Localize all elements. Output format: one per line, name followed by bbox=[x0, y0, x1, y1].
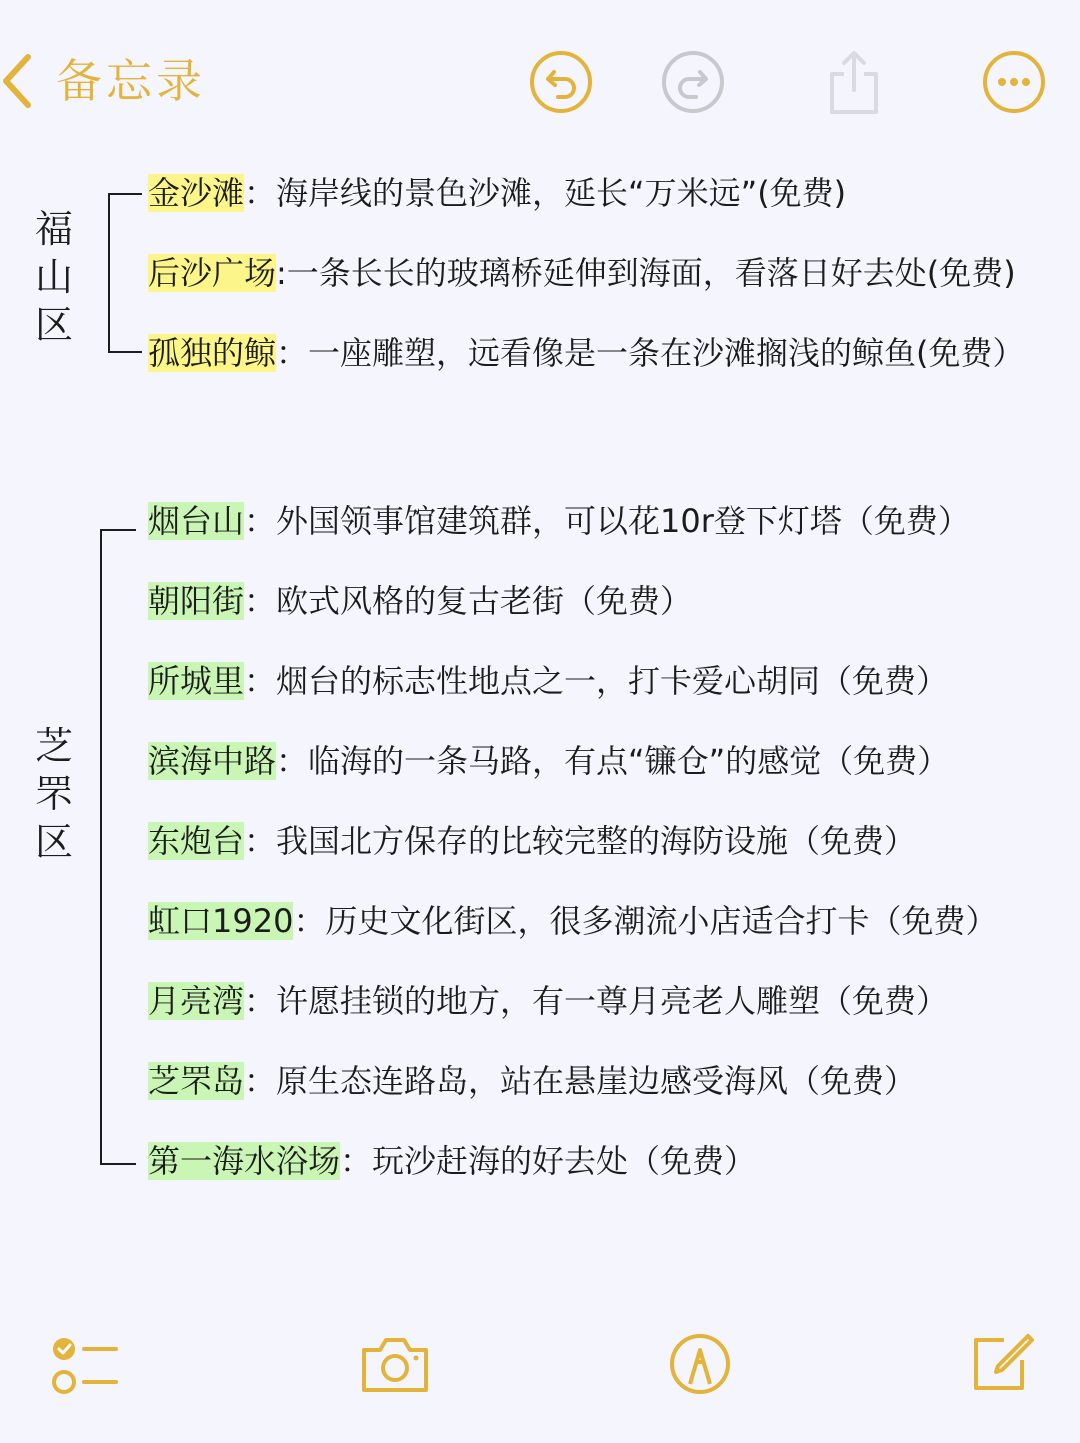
separator: : bbox=[276, 254, 287, 292]
group-label-char: 区 bbox=[34, 303, 73, 347]
place-desc: 玩沙赶海的好去处（免费） bbox=[372, 1142, 757, 1180]
undo-icon bbox=[529, 50, 593, 114]
separator: ： bbox=[244, 174, 277, 212]
place-desc: 我国北方保存的比较完整的海防设施（免费） bbox=[276, 822, 917, 860]
place-desc: 欧式风格的复古老街（免费） bbox=[276, 582, 693, 620]
checklist-icon bbox=[50, 1334, 120, 1394]
more-icon bbox=[982, 50, 1046, 114]
markup-button[interactable] bbox=[668, 1332, 732, 1396]
group-label-zhifu bbox=[30, 722, 78, 866]
separator: ： bbox=[293, 902, 326, 940]
place-name: 孤独的鲸 bbox=[148, 334, 277, 372]
list-item bbox=[148, 818, 916, 864]
place-desc: 一座雕塑，远看像是一条在沙滩搁浅的鲸鱼(免费） bbox=[308, 334, 1025, 372]
place-name: 月亮湾 bbox=[148, 982, 245, 1020]
separator: ： bbox=[244, 1062, 277, 1100]
share-button[interactable] bbox=[822, 50, 886, 114]
more-button[interactable] bbox=[982, 50, 1046, 114]
list-item bbox=[148, 170, 846, 216]
separator: ： bbox=[276, 334, 309, 372]
bottom-toolbar bbox=[0, 1320, 1080, 1420]
list-item bbox=[148, 250, 1016, 296]
back-button[interactable] bbox=[0, 46, 206, 116]
redo-icon bbox=[661, 50, 725, 114]
place-desc: 许愿挂锁的地方，有一尊月亮老人雕塑（免费） bbox=[276, 982, 949, 1020]
place-desc: 历史文化街区，很多潮流小店适合打卡（免费） bbox=[325, 902, 998, 940]
separator: ： bbox=[244, 662, 277, 700]
place-name: 第一海水浴场 bbox=[148, 1142, 341, 1180]
separator: ： bbox=[244, 582, 277, 620]
separator: ： bbox=[340, 1142, 373, 1180]
camera-icon bbox=[358, 1334, 432, 1394]
group-label-char: 福 bbox=[34, 207, 73, 251]
list-item bbox=[148, 658, 948, 704]
place-desc: 海岸线的景色沙滩，延长“万米远”(免费) bbox=[276, 174, 847, 212]
place-desc: 原生态连路岛，站在悬崖边感受海风（免费） bbox=[276, 1062, 917, 1100]
place-desc: 临海的一条马路，有点“镰仓”的感觉（免费） bbox=[308, 742, 950, 780]
list-item bbox=[148, 898, 997, 944]
place-name: 东炮台 bbox=[148, 822, 245, 860]
separator: ： bbox=[276, 742, 309, 780]
list-item bbox=[148, 978, 948, 1024]
place-name: 朝阳街 bbox=[148, 582, 245, 620]
markup-icon bbox=[668, 1332, 732, 1396]
list-item bbox=[148, 498, 970, 544]
place-name: 后沙广场 bbox=[148, 254, 277, 292]
place-name: 所城里 bbox=[148, 662, 245, 700]
separator: ： bbox=[244, 822, 277, 860]
list-item bbox=[148, 1058, 916, 1104]
checklist-button[interactable] bbox=[50, 1334, 120, 1394]
place-name: 滨海中路 bbox=[148, 742, 277, 780]
list-item bbox=[148, 330, 1025, 376]
group-label-char: 芝 bbox=[34, 724, 73, 768]
group-label-char: 区 bbox=[34, 820, 73, 864]
back-label: 备忘录 bbox=[56, 54, 206, 108]
place-desc: 一条长长的玻璃桥延伸到海面，看落日好去处(免费) bbox=[286, 254, 1016, 292]
place-desc: 烟台的标志性地点之一，打卡爱心胡同（免费） bbox=[276, 662, 949, 700]
list-item bbox=[148, 1138, 756, 1184]
place-name: 烟台山 bbox=[148, 502, 245, 540]
compose-icon bbox=[970, 1332, 1034, 1396]
group-label-char: 罘 bbox=[34, 772, 73, 816]
list-item bbox=[148, 578, 692, 624]
redo-button[interactable] bbox=[661, 50, 725, 114]
compose-button[interactable] bbox=[970, 1332, 1034, 1396]
share-icon bbox=[822, 50, 886, 114]
separator: ： bbox=[244, 982, 277, 1020]
place-name: 芝罘岛 bbox=[148, 1062, 245, 1100]
chevron-left-icon bbox=[0, 51, 34, 111]
place-name: 虹口1920 bbox=[148, 902, 294, 940]
group-label-fushan bbox=[30, 205, 78, 349]
group-label-char: 山 bbox=[34, 255, 73, 299]
group-bracket bbox=[108, 193, 142, 353]
group-bracket bbox=[100, 529, 136, 1165]
place-name: 金沙滩 bbox=[148, 174, 245, 212]
camera-button[interactable] bbox=[358, 1334, 432, 1394]
separator: ： bbox=[244, 502, 277, 540]
place-desc: 外国领事馆建筑群，可以花10r登下灯塔（免费） bbox=[276, 502, 970, 540]
toolbar bbox=[0, 0, 1080, 160]
list-item bbox=[148, 738, 949, 784]
undo-button[interactable] bbox=[529, 50, 593, 114]
